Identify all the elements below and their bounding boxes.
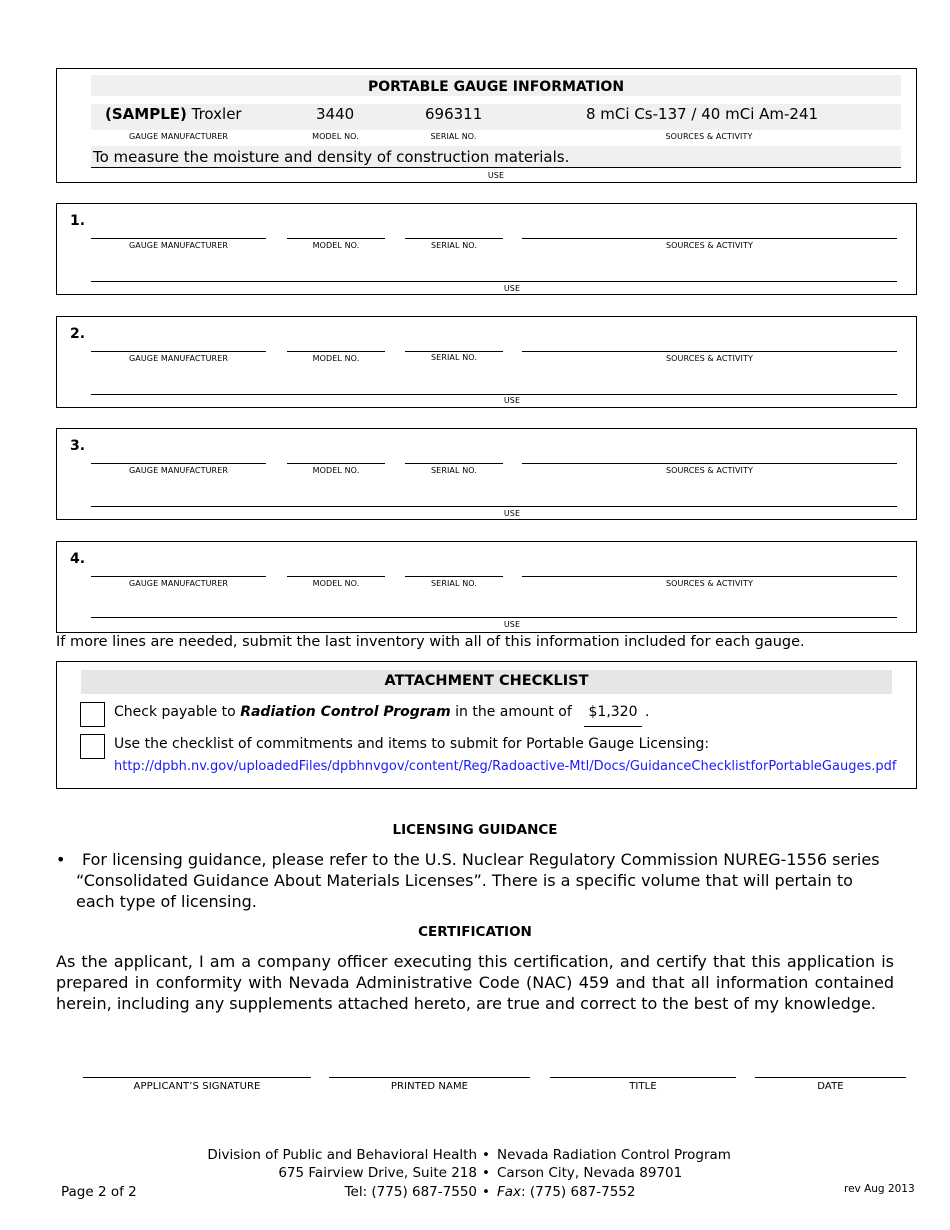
serial-field[interactable]	[405, 238, 503, 239]
sample-heading: PORTABLE GAUGE INFORMATION	[367, 79, 625, 95]
label-serial: SERIAL NO.	[430, 353, 478, 362]
model-field[interactable]	[287, 238, 385, 239]
label-sources: SOURCES & ACTIVITY	[665, 579, 753, 588]
payment-suffix: .	[645, 704, 650, 720]
payment-middle: in the amount of	[455, 704, 572, 720]
sample-label-manufacturer: GAUGE MANUFACTURER	[128, 132, 229, 141]
serial-field[interactable]	[405, 463, 503, 464]
sample-manufacturer-value: Troxler	[191, 105, 242, 123]
title-field[interactable]	[550, 1077, 736, 1078]
use-field[interactable]	[91, 394, 897, 395]
label-manufacturer: GAUGE MANUFACTURER	[128, 579, 229, 588]
checklist-checkbox[interactable]	[80, 734, 105, 759]
label-sources: SOURCES & ACTIVITY	[665, 241, 753, 250]
label-sources: SOURCES & ACTIVITY	[665, 466, 753, 475]
label-serial: SERIAL NO.	[430, 241, 478, 250]
sample-serial: 696311	[425, 105, 483, 123]
entry-number: 2.	[70, 326, 86, 342]
model-field[interactable]	[287, 351, 385, 352]
sample-use: To measure the moisture and density of construction materials.	[93, 148, 570, 166]
footer-program: Nevada Radiation Control Program	[497, 1147, 731, 1163]
footer-bullet: •	[482, 1165, 490, 1181]
sample-gauge-box	[56, 68, 917, 183]
serial-field[interactable]	[405, 576, 503, 577]
fax-number: : (775) 687-7552	[521, 1184, 636, 1200]
gauge-entry-1	[56, 203, 917, 295]
footer-bullet: •	[482, 1184, 490, 1200]
checklist-item-text: Use the checklist of commitments and items to submit for Portable Gauge Licensing:	[114, 736, 710, 752]
gauge-entry-2	[56, 316, 917, 408]
label-date: DATE	[817, 1081, 844, 1092]
checklist-heading: ATTACHMENT CHECKLIST	[384, 673, 589, 689]
sample-manufacturer	[105, 105, 242, 123]
sources-field[interactable]	[522, 463, 897, 464]
manufacturer-field[interactable]	[91, 463, 266, 464]
footer-division: Division of Public and Behavioral Health	[207, 1147, 477, 1163]
label-manufacturer: GAUGE MANUFACTURER	[128, 466, 229, 475]
label-sources: SOURCES & ACTIVITY	[665, 354, 753, 363]
licensing-text: For licensing guidance, please refer to the U.S. Nuclear Regulatory Commission NUREG-1556 series “Consolidated Guidance About Materials Licenses”. There is a specific volume that will pertain to each type of licensing.	[76, 850, 880, 911]
label-use: USE	[503, 284, 521, 293]
printed-name-field[interactable]	[329, 1077, 530, 1078]
certification-heading: CERTIFICATION	[418, 924, 532, 940]
sample-prefix: (SAMPLE)	[105, 105, 187, 123]
more-lines-note: If more lines are needed, submit the last inventory with all of this information included for each gauge.	[56, 634, 805, 650]
label-model: MODEL NO.	[312, 354, 360, 363]
sample-model: 3440	[316, 105, 355, 123]
use-field[interactable]	[91, 506, 897, 507]
label-title: TITLE	[629, 1081, 657, 1092]
revision-date: rev Aug 2013	[844, 1183, 915, 1195]
licensing-heading: LICENSING GUIDANCE	[392, 822, 558, 838]
label-manufacturer: GAUGE MANUFACTURER	[128, 241, 229, 250]
label-use: USE	[503, 396, 521, 405]
use-field[interactable]	[91, 281, 897, 282]
entry-number: 4.	[70, 551, 86, 567]
sample-label-serial: SERIAL NO.	[430, 132, 477, 141]
payment-amount: $1,320	[584, 704, 642, 727]
label-signature: APPLICANT’S SIGNATURE	[133, 1081, 261, 1092]
guidance-checklist-link[interactable]: http://dpbh.nv.gov/uploadedFiles/dpbhnvgov/content/Reg/Radoactive-Mtl/Docs/GuidanceChecklistforPortableGauges.pdf	[114, 759, 897, 774]
sources-field[interactable]	[522, 351, 897, 352]
label-use: USE	[503, 620, 521, 629]
model-field[interactable]	[287, 576, 385, 577]
sources-field[interactable]	[522, 576, 897, 577]
manufacturer-field[interactable]	[91, 351, 266, 352]
label-serial: SERIAL NO.	[430, 466, 478, 475]
gauge-entry-4	[56, 541, 917, 633]
manufacturer-field[interactable]	[91, 576, 266, 577]
footer-fax	[497, 1184, 635, 1200]
fax-label: Fax	[497, 1184, 522, 1200]
label-manufacturer: GAUGE MANUFACTURER	[128, 354, 229, 363]
sample-label-sources: SOURCES & ACTIVITY	[665, 132, 753, 141]
signature-field[interactable]	[83, 1077, 311, 1078]
licensing-bullet: •	[56, 850, 66, 869]
entry-number: 1.	[70, 213, 86, 229]
attachment-checklist-box	[56, 661, 917, 789]
label-printed-name: PRINTED NAME	[390, 1081, 469, 1092]
model-field[interactable]	[287, 463, 385, 464]
manufacturer-field[interactable]	[91, 238, 266, 239]
sample-sources: 8 mCi Cs-137 / 40 mCi Am-241	[586, 105, 819, 123]
page-number: Page 2 of 2	[61, 1184, 137, 1200]
entry-number: 3.	[70, 438, 86, 454]
label-model: MODEL NO.	[312, 241, 360, 250]
use-field[interactable]	[91, 617, 897, 618]
payment-item	[114, 704, 572, 720]
payment-prefix: Check payable to	[114, 704, 236, 720]
label-model: MODEL NO.	[312, 466, 360, 475]
payee-name: Radiation Control Program	[240, 704, 451, 720]
footer-street: 675 Fairview Drive, Suite 218	[278, 1165, 477, 1181]
gauge-entry-3	[56, 428, 917, 520]
footer-bullet: •	[482, 1147, 490, 1163]
footer-city: Carson City, Nevada 89701	[497, 1165, 683, 1181]
label-use: USE	[503, 509, 521, 518]
certification-text: As the applicant, I am a company officer executing this certification, and certify that this application is prepared in conformity with Nevada Administrative Code (NAC) 459 and that all information contained herein, including any supplements attached hereto, are true and correct to the best of my knowledge.	[56, 952, 894, 1013]
sources-field[interactable]	[522, 238, 897, 239]
sample-label-use: USE	[487, 171, 505, 180]
date-field[interactable]	[755, 1077, 906, 1078]
label-model: MODEL NO.	[312, 579, 360, 588]
label-serial: SERIAL NO.	[430, 579, 478, 588]
sample-label-model: MODEL NO.	[312, 132, 359, 141]
payment-checkbox[interactable]	[80, 702, 105, 727]
footer-tel: Tel: (775) 687-7550	[344, 1184, 477, 1200]
serial-field[interactable]	[405, 351, 503, 352]
